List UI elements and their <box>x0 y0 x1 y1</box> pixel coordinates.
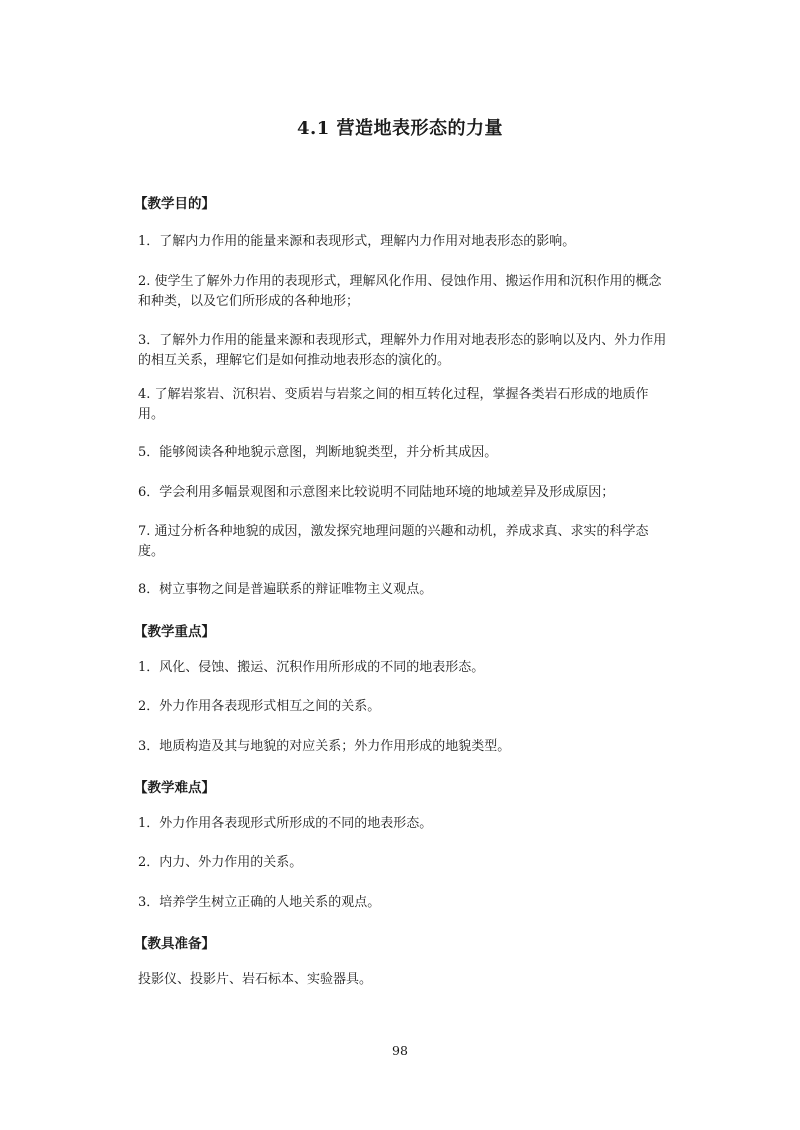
materials-text: 投影仪、投影片、岩石标本、实验器具。 <box>138 972 373 987</box>
key-point-item-3: 3．地质构造及其与地貌的对应关系；外力作用形成的地貌类型。 <box>138 739 511 754</box>
objective-item-1: 1．了解内力作用的能量来源和表现形式，理解内力作用对地表形态的影响。 <box>138 234 576 249</box>
difficulty-item-1: 1．外力作用各表现形式所形成的不同的地表形态。 <box>138 816 433 831</box>
difficulty-item-2: 2．内力、外力作用的关系。 <box>138 855 303 870</box>
objective-item-5: 5．能够阅读各种地貌示意图，判断地貌类型，并分析其成因。 <box>138 445 498 460</box>
objective-item-8: 8．树立事物之间是普遍联系的辩证唯物主义观点。 <box>138 582 433 597</box>
key-point-item-1: 1．风化、侵蚀、搬运、沉积作用所形成的不同的地表形态。 <box>138 660 485 675</box>
objective-item-6: 6．学会利用多幅景观图和示意图来比较说明不同陆地环境的地域差异及形成原因； <box>138 485 615 500</box>
section-heading-key-points: 【教学重点】 <box>134 624 215 640</box>
objective-item-2: 2. 使学生了解外力作用的表现形式，理解风化作用、侵蚀作用、搬运作用和沉积作用的概念和种类，以及它们所形成的各种地形； <box>138 274 662 309</box>
objective-item-3: 3．了解外力作用的能量来源和表现形式，理解外力作用对地表形态的影响以及内、外力作用的相互关系，理解它们是如何推动地表形态的演化的。 <box>138 333 667 368</box>
section-heading-objectives: 【教学目的】 <box>134 196 215 212</box>
section-heading-materials: 【教具准备】 <box>134 936 215 952</box>
section-heading-difficulties: 【教学难点】 <box>134 780 215 796</box>
difficulty-item-3: 3．培养学生树立正确的人地关系的观点。 <box>138 895 381 910</box>
objective-item-7: 7. 通过分析各种地貌的成因，激发探究地理问题的兴趣和动机，养成求真、求实的科学态度。 <box>138 524 649 559</box>
objective-item-4: 4. 了解岩浆岩、沉积岩、变质岩与岩浆之间的相互转化过程，掌握各类岩石形成的地质作用。 <box>138 387 649 422</box>
key-point-item-2: 2．外力作用各表现形式相互之间的关系。 <box>138 699 381 714</box>
page-number: 98 <box>392 1043 408 1058</box>
page-title: 4.1 营造地表形态的力量 <box>296 118 504 139</box>
